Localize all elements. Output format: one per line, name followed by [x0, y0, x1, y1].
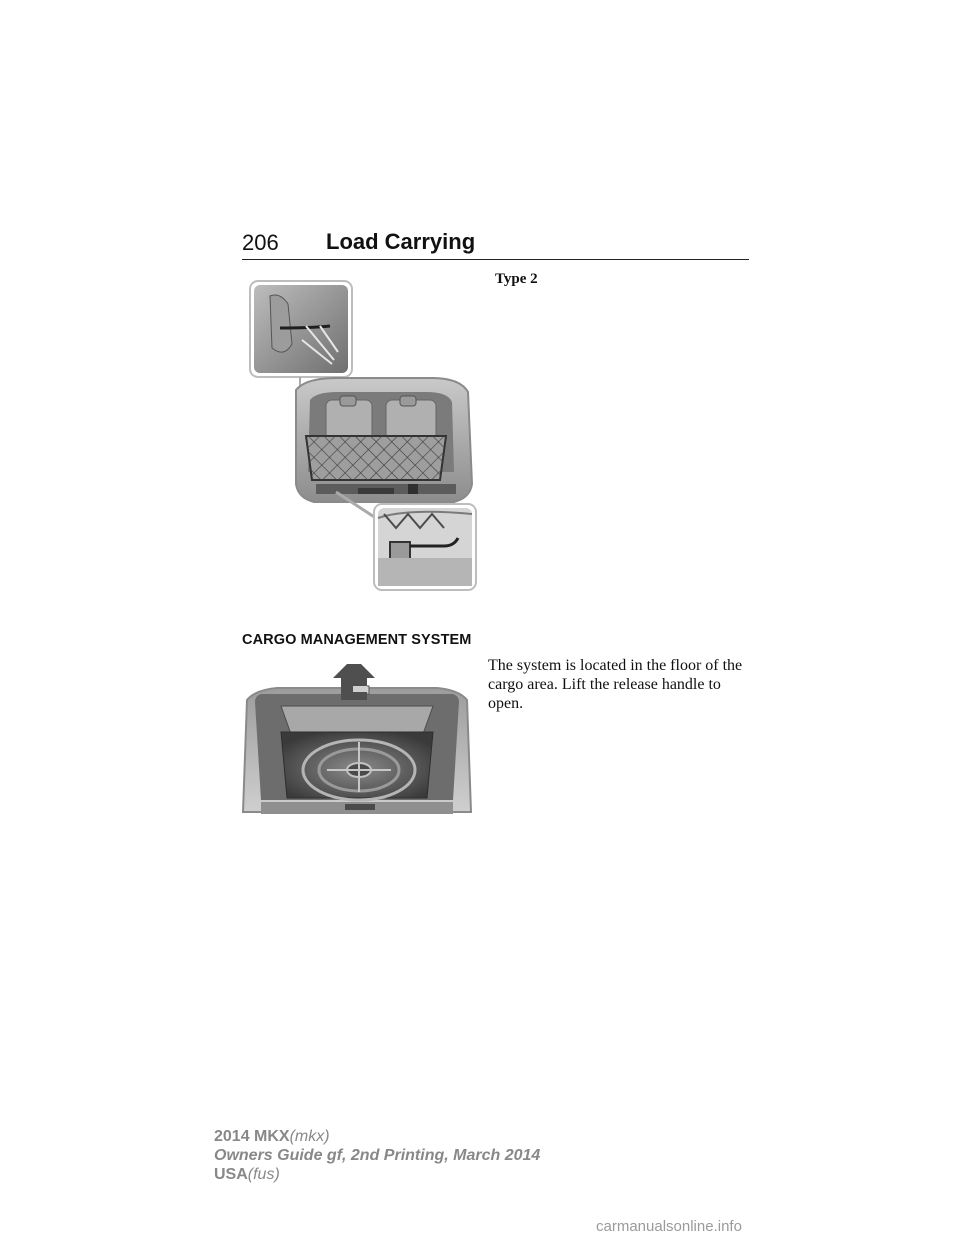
- cargo-net-illustration: [244, 278, 480, 594]
- footer-line-1: [214, 1127, 540, 1146]
- section-body-text: The system is located in the floor of the cargo area. Lift the release handle to open.: [488, 657, 743, 712]
- footer-model-code: (mkx): [289, 1128, 330, 1145]
- footer-line-3: [214, 1165, 540, 1184]
- footer-market: USA: [214, 1166, 248, 1183]
- footer-market-code: (fus): [247, 1166, 280, 1183]
- footer-line-2: Owners Guide gf, 2nd Printing, March 2014: [214, 1147, 541, 1164]
- footer: [214, 1127, 540, 1184]
- page-number: 206: [242, 230, 279, 255]
- footer-model: 2014 MKX: [214, 1128, 290, 1145]
- section-heading: CARGO MANAGEMENT SYSTEM: [242, 632, 472, 648]
- type-label: Type 2: [495, 271, 538, 287]
- page-title: Load Carrying: [326, 229, 476, 254]
- cargo-management-illustration: [241, 660, 473, 820]
- header-rule: [242, 259, 749, 260]
- watermark: carmanualsonline.info: [596, 1218, 742, 1235]
